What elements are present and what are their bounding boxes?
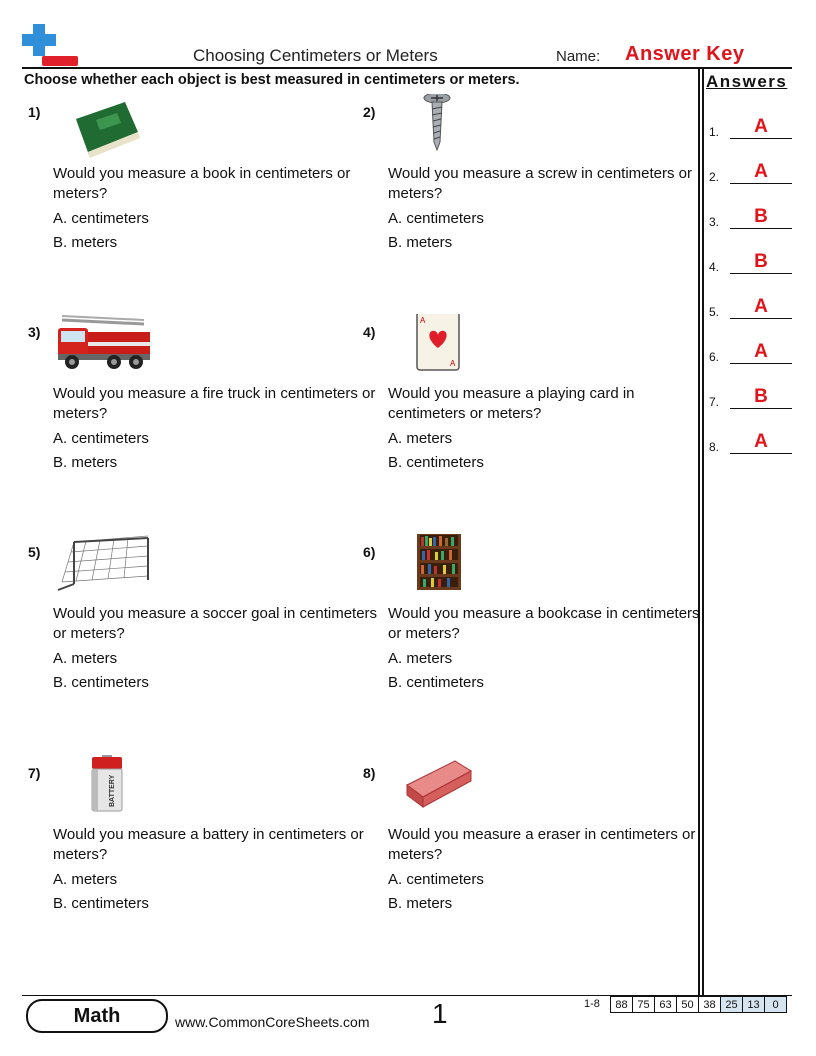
- answer-letter: A: [754, 116, 768, 137]
- question-number: 7): [28, 765, 41, 781]
- question-number: 6): [363, 544, 376, 560]
- answer-letter: A: [754, 341, 768, 362]
- answer-row: [709, 250, 793, 274]
- question-item: [363, 316, 683, 524]
- score-cell: 50: [677, 997, 699, 1013]
- name-label: Name:: [556, 48, 601, 65]
- option-b: B. centimeters: [53, 674, 149, 691]
- option-b: B. meters: [388, 234, 453, 251]
- option-a: A. meters: [53, 650, 118, 667]
- option-a: A. meters: [388, 650, 453, 667]
- answer-number: 3.: [709, 215, 720, 229]
- page-number: 1: [432, 998, 448, 1029]
- score-cell: 75: [633, 997, 655, 1013]
- answer-line: [730, 273, 792, 274]
- question-item: [363, 104, 693, 304]
- question-number: 8): [363, 765, 376, 781]
- answer-line: [730, 138, 792, 139]
- question-text: Would you measure a fire truck in centimeters or meters?: [53, 385, 376, 422]
- answer-letter: B: [754, 206, 768, 227]
- answer-line: [730, 408, 792, 409]
- question-item: [28, 324, 376, 524]
- question-item: [363, 765, 696, 965]
- question-text: Would you measure a book in centimeters or meters?: [53, 165, 351, 202]
- option-b: B. meters: [53, 454, 118, 471]
- question-item: [28, 544, 378, 744]
- answer-number: 2.: [709, 170, 720, 184]
- svg-text:A: A: [450, 359, 456, 368]
- option-a: A. meters: [53, 871, 118, 888]
- battery-icon: [70, 755, 160, 820]
- answer-row: [709, 430, 793, 454]
- answer-number: 8.: [709, 440, 720, 454]
- question-number: 2): [363, 104, 376, 120]
- score-cell: 63: [655, 997, 677, 1013]
- bookcase-icon: [405, 534, 495, 599]
- question-text: Would you measure a screw in centimeters or meters?: [388, 165, 693, 202]
- option-a: A. meters: [388, 430, 453, 447]
- plus-minus-logo: [22, 24, 80, 68]
- answer-line: [730, 318, 792, 319]
- question-item: [363, 544, 700, 744]
- answer-row: [709, 115, 793, 139]
- score-cell: 25: [721, 997, 743, 1013]
- score-cell: 0: [765, 997, 787, 1013]
- option-a: A. centimeters: [53, 210, 149, 227]
- answer-row: [709, 295, 793, 319]
- fire-truck-icon: [56, 314, 152, 379]
- option-b: B. centimeters: [53, 895, 149, 912]
- score-table: [610, 996, 787, 1013]
- question-text: Would you measure a soccer goal in centimeters or meters?: [53, 605, 378, 642]
- answer-row: [709, 160, 793, 184]
- option-a: A. centimeters: [388, 871, 484, 888]
- option-a: A. centimeters: [388, 210, 484, 227]
- option-b: B. centimeters: [388, 674, 484, 691]
- answer-row: [709, 385, 793, 409]
- playing-card-icon: [405, 314, 495, 379]
- option-b: B. meters: [388, 895, 453, 912]
- question-text: Would you measure a battery in centimeters or meters?: [53, 826, 364, 863]
- answer-letter: A: [754, 161, 768, 182]
- answer-number: 6.: [709, 350, 720, 364]
- option-a: A. centimeters: [53, 430, 149, 447]
- answer-number: 4.: [709, 260, 720, 274]
- worksheet-title: Choosing Centimeters or Meters: [193, 46, 438, 65]
- question-number: 5): [28, 544, 41, 560]
- problem-range: 1-8: [584, 998, 600, 1010]
- soccer-goal-icon: [56, 534, 152, 599]
- question-text: Would you measure a playing card in centimeters or meters?: [388, 385, 635, 422]
- svg-text:BATTERY: BATTERY: [109, 774, 116, 807]
- instructions: Choose whether each object is best measured in centimeters or meters.: [24, 72, 520, 88]
- answer-number: 1.: [709, 125, 720, 139]
- question-item: [28, 104, 351, 304]
- question-number: 1): [28, 104, 41, 120]
- score-cell: 88: [611, 997, 633, 1013]
- eraser-icon: [403, 755, 475, 820]
- option-b: B. meters: [53, 234, 118, 251]
- screw-icon: [405, 94, 495, 159]
- question-item: [28, 765, 364, 965]
- question-number: 4): [363, 324, 376, 340]
- answer-row: [709, 205, 793, 229]
- answer-letter: A: [754, 431, 768, 452]
- answer-letter: B: [754, 251, 768, 272]
- answer-letter: B: [754, 386, 768, 407]
- book-icon: [70, 94, 160, 159]
- answer-line: [730, 183, 792, 184]
- question-number: 3): [28, 324, 41, 340]
- score-cell: 38: [699, 997, 721, 1013]
- answer-number: 7.: [709, 395, 720, 409]
- math-label: Math: [26, 999, 168, 1033]
- svg-text:A: A: [420, 316, 426, 325]
- answer-row: [709, 340, 793, 364]
- answer-line: [730, 363, 792, 364]
- answer-key-label: Answer Key: [625, 43, 745, 65]
- answer-line: [730, 228, 792, 229]
- site-url: www.CommonCoreSheets.com: [175, 1014, 370, 1030]
- question-text: Would you measure a eraser in centimeters or meters?: [388, 826, 696, 863]
- answers-heading: Answers: [706, 72, 788, 91]
- answer-letter: A: [754, 296, 768, 317]
- answer-line: [730, 453, 792, 454]
- option-b: B. centimeters: [388, 454, 484, 471]
- header-divider: [22, 67, 792, 69]
- answer-number: 5.: [709, 305, 720, 319]
- score-cell: 13: [743, 997, 765, 1013]
- question-text: Would you measure a bookcase in centimeters or meters?: [388, 605, 700, 642]
